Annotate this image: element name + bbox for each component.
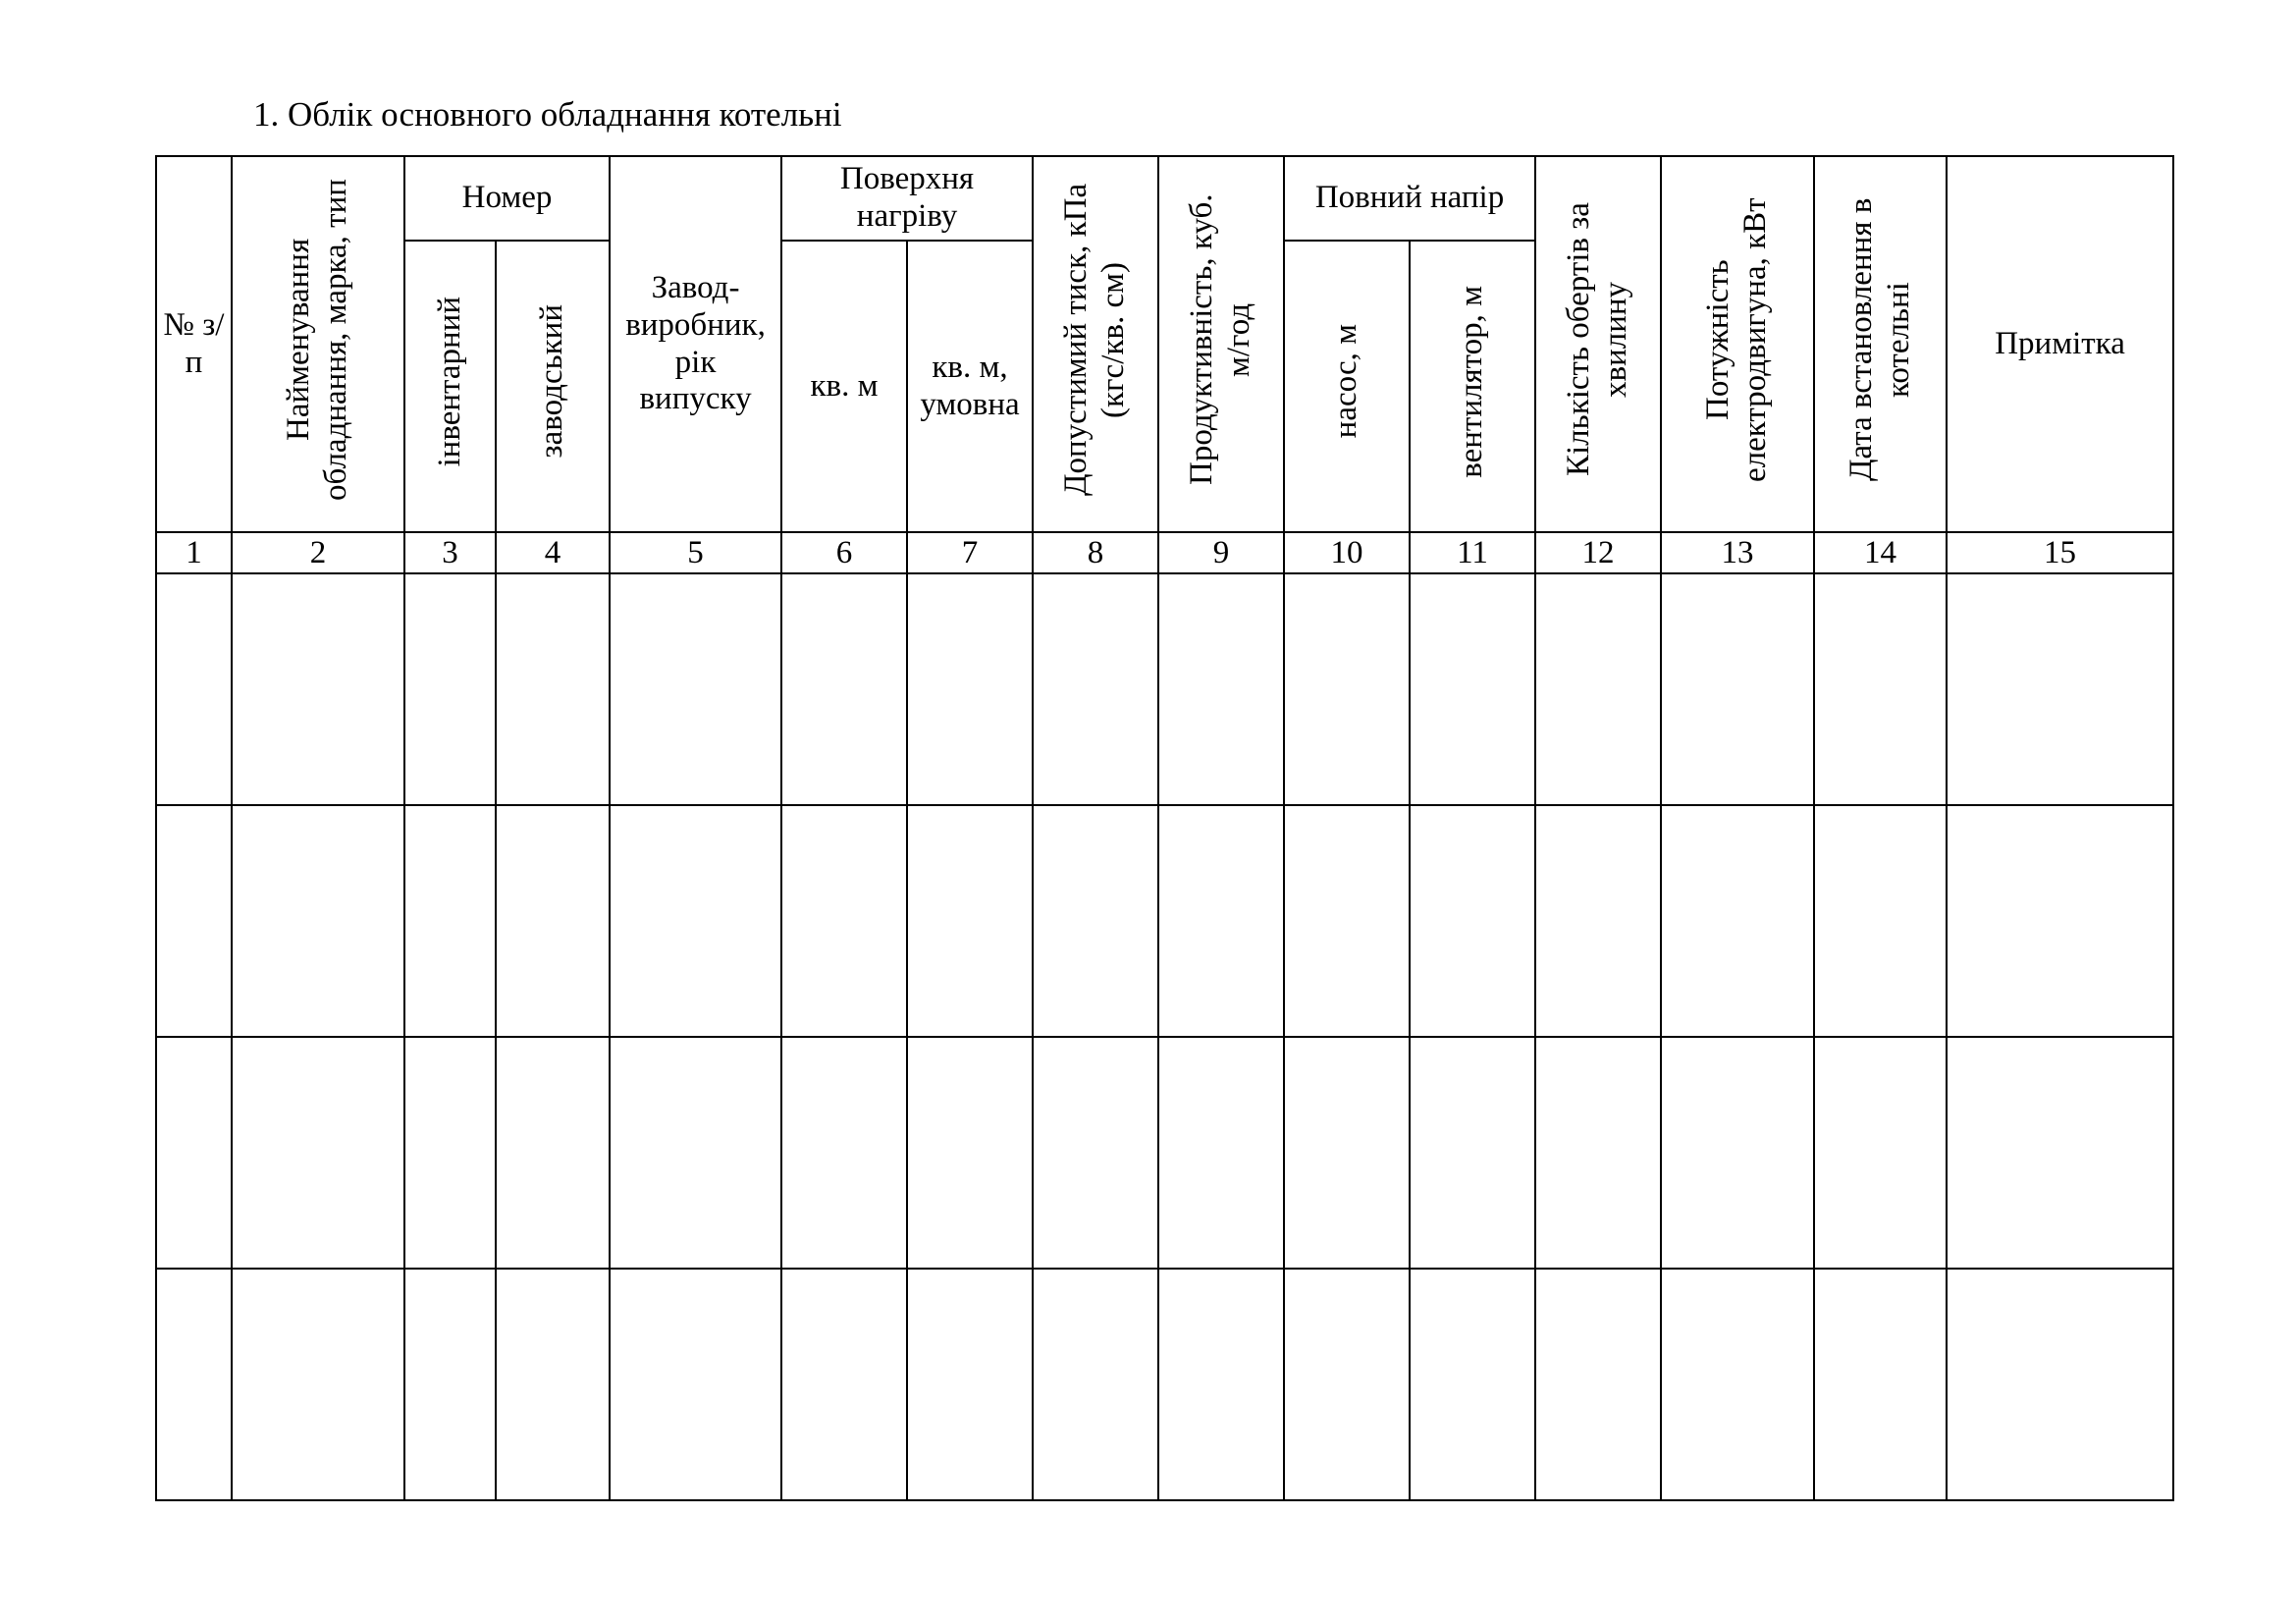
table-cell: [781, 805, 907, 1037]
table-cell: [1284, 1269, 1410, 1500]
column-number: 5: [610, 532, 781, 573]
table-cell: [1158, 573, 1284, 805]
column-number: 3: [404, 532, 496, 573]
header-col-11: вентилятор, м: [1410, 241, 1535, 532]
header-col-6: кв. м: [781, 241, 907, 532]
table-cell: [232, 573, 404, 805]
header-col-5: Завод-виробник, рік випуску: [610, 156, 781, 532]
column-number: 1: [156, 532, 232, 573]
table-cell: [156, 1269, 232, 1500]
header-col-2: Найменування обладнання, марка, тип: [232, 156, 404, 532]
column-number: 15: [1947, 532, 2173, 573]
header-col-13: Потужність електродвигуна, кВт: [1661, 156, 1814, 532]
table-cell: [1410, 1037, 1535, 1269]
table-cell: [1661, 1269, 1814, 1500]
column-number: 4: [496, 532, 610, 573]
table-cell: [232, 1037, 404, 1269]
header-col-10: насос, м: [1284, 241, 1410, 532]
table-row: [156, 573, 2173, 805]
header-group-surface: Поверхня нагріву: [781, 156, 1033, 241]
table-cell: [1535, 573, 1661, 805]
table-cell: [781, 573, 907, 805]
table-cell: [1661, 573, 1814, 805]
table-cell: [496, 805, 610, 1037]
table-row: [156, 1269, 2173, 1500]
table-cell: [1033, 1269, 1158, 1500]
column-number-row: [156, 532, 2173, 573]
table-cell: [404, 1269, 496, 1500]
table-cell: [1410, 805, 1535, 1037]
header-group-number: Номер: [404, 156, 610, 241]
table-cell: [1814, 1269, 1947, 1500]
header-col-14: Дата встановлення в котельні: [1814, 156, 1947, 532]
table-cell: [907, 805, 1033, 1037]
table-cell: [1535, 1037, 1661, 1269]
table-cell: [907, 1269, 1033, 1500]
table-cell: [496, 1269, 610, 1500]
table-cell: [1158, 1037, 1284, 1269]
table-cell: [610, 1037, 781, 1269]
table-cell: [1284, 805, 1410, 1037]
table-cell: [1814, 573, 1947, 805]
header-col-4: заводський: [496, 241, 610, 532]
table-cell: [156, 573, 232, 805]
header-group-head: Повний напір: [1284, 156, 1535, 241]
table-cell: [610, 573, 781, 805]
column-number: 6: [781, 532, 907, 573]
table-cell: [404, 805, 496, 1037]
header-col-7: кв. м, умовна: [907, 241, 1033, 532]
table-cell: [907, 1037, 1033, 1269]
column-number: 9: [1158, 532, 1284, 573]
table-cell: [1661, 805, 1814, 1037]
header-row-top: [156, 156, 2173, 241]
table-cell: [156, 1037, 232, 1269]
column-number: 12: [1535, 532, 1661, 573]
table-cell: [1535, 1269, 1661, 1500]
table-cell: [404, 573, 496, 805]
table-cell: [1947, 1037, 2173, 1269]
table-cell: [1947, 573, 2173, 805]
table-cell: [1410, 1269, 1535, 1500]
table-cell: [1158, 1269, 1284, 1500]
table-cell: [781, 1269, 907, 1500]
table-cell: [1661, 1037, 1814, 1269]
column-number: 14: [1814, 532, 1947, 573]
table-cell: [1814, 805, 1947, 1037]
equipment-table: [155, 155, 2174, 1501]
header-col-12: Кількість обертів за хвилину: [1535, 156, 1661, 532]
table-cell: [781, 1037, 907, 1269]
table-cell: [1947, 805, 2173, 1037]
table-row: [156, 1037, 2173, 1269]
table-cell: [1814, 1037, 1947, 1269]
table-cell: [1033, 573, 1158, 805]
table-cell: [404, 1037, 496, 1269]
table-cell: [610, 1269, 781, 1500]
table-cell: [1284, 573, 1410, 805]
table-cell: [1284, 1037, 1410, 1269]
column-number: 11: [1410, 532, 1535, 573]
table-cell: [1158, 805, 1284, 1037]
header-col-8: Допустимий тиск, кПа (кгс/кв. см): [1033, 156, 1158, 532]
header-col-9: Продуктивність, куб. м/год: [1158, 156, 1284, 532]
table-cell: [232, 805, 404, 1037]
table-cell: [1535, 805, 1661, 1037]
table-cell: [1033, 1037, 1158, 1269]
table-cell: [1947, 1269, 2173, 1500]
table-row: [156, 805, 2173, 1037]
table-cell: [1033, 805, 1158, 1037]
header-col-15: Примітка: [1947, 156, 2173, 532]
table-cell: [496, 1037, 610, 1269]
column-number: 8: [1033, 532, 1158, 573]
header-col-3: інвентарний: [404, 241, 496, 532]
page-title: 1. Облік основного обладнання котельні: [253, 95, 842, 134]
table-cell: [232, 1269, 404, 1500]
table-cell: [907, 573, 1033, 805]
table-cell: [610, 805, 781, 1037]
column-number: 10: [1284, 532, 1410, 573]
table-cell: [1410, 573, 1535, 805]
column-number: 2: [232, 532, 404, 573]
table-cell: [496, 573, 610, 805]
column-number: 7: [907, 532, 1033, 573]
header-col-1: № з/п: [156, 156, 232, 532]
column-number: 13: [1661, 532, 1814, 573]
table-cell: [156, 805, 232, 1037]
